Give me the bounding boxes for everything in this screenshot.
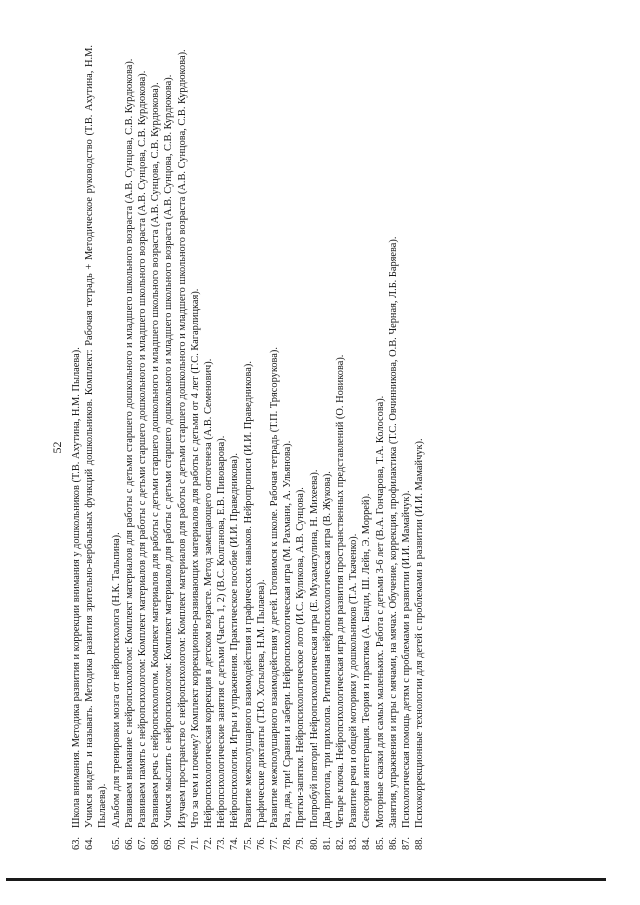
list-item-number: 81. <box>321 837 333 850</box>
list-item <box>413 45 426 850</box>
list-item <box>321 45 334 850</box>
list-item-number: 66. <box>123 837 135 850</box>
list-item <box>360 45 373 850</box>
list-item-number: 85. <box>374 837 386 850</box>
list-item-number: 73. <box>216 837 228 850</box>
list-item-text: Нейропсихология. Игры и упражнения. Практическое пособие (И.И. Праведникова). <box>229 453 241 828</box>
list-item-text: Школа внимания. Методика развития и коррекции внимания у дошкольников (Т.В. Ахутина, Н.М. Пылаева). <box>71 347 82 828</box>
list-item-number: 64. <box>84 837 96 850</box>
list-item <box>83 45 109 850</box>
list-item-number: 63. <box>71 837 82 850</box>
list-item-number: 87. <box>401 837 413 850</box>
list-item <box>136 45 149 850</box>
list-item <box>162 45 175 850</box>
list-item-number: 86. <box>387 837 399 850</box>
list-item-number: 74. <box>229 837 241 850</box>
list-item-number: 80. <box>308 837 320 850</box>
list-item-text: Психологическая помощь детям с проблемами в развитии (И.И. Мамайчук). <box>401 490 413 828</box>
list-item-number: 78. <box>282 837 294 850</box>
list-item <box>387 45 400 850</box>
list-item-text: Учимся видеть и называть. Методика развития зрительно-вербальных функций дошкольников. Комплект: Рабочая тетрадь + Методическое руководство (Т.В. Ахутина, Н.М. Пылаева). <box>84 45 109 828</box>
page-number: 52 <box>50 441 64 454</box>
list-item <box>268 45 281 850</box>
list-item-number: 72. <box>203 837 215 850</box>
list-item-text: Развитие межполушарного взаимодействия у детей. Готовимся к школе. Рабочая тетрадь (Т.П. Трясорукова). <box>269 347 281 828</box>
list-item-number: 71. <box>189 837 201 850</box>
list-item-text: Графические диктанты (Т.Ю. Хотылева, Н.М. Пылаева). <box>255 579 267 828</box>
list-item-number: 82. <box>335 837 347 850</box>
list-item-number: 88. <box>414 837 426 850</box>
list-item <box>308 45 321 850</box>
list-item <box>110 45 123 850</box>
list-item-text: Два притопа, три прихлопа. Ритмичная нейропсихологическая игра (В. Жукова). <box>321 471 333 828</box>
list-item-text: Прятки-запятки. Нейропсихологическое лото (И.С. Куликова, А.В. Сунцова). <box>295 487 307 828</box>
list-item-number: 67. <box>137 837 149 850</box>
list-item <box>374 45 387 850</box>
list-item-number: 65. <box>110 837 122 850</box>
list-item-text: Раз, два, три! Сравни и забери. Нейропсихологическая игра (М. Рахмани, А. Ульянова). <box>282 440 294 828</box>
list-item-text: Четыре ключа. Нейропсихологическая игра для развития пространственных представлений (О. Новикова). <box>335 354 347 828</box>
list-item-text: Развитие межполушарного взаимодействия и графических навыков. Нейропрописи (И.И. Праведникова). <box>242 361 254 828</box>
list-item <box>242 45 255 850</box>
list-item <box>176 45 189 850</box>
list-item-text: Нейропсихологическая коррекция в детском возрасте. Метод замещающего онтогенеза (А.В. Семенович). <box>203 358 215 828</box>
list-item <box>202 45 215 850</box>
list-item <box>294 45 307 850</box>
reference-list <box>70 45 426 850</box>
list-item-number: 79. <box>295 837 307 850</box>
list-item-text: Попробуй повтори! Нейропсихологическая игра (Е. Мухаматулина, Н. Михеева). <box>308 469 320 828</box>
list-item-number: 83. <box>348 837 360 850</box>
list-item-text: Развиваем речь с нейропсихологом. Комплект материалов для работы с детьми старшего дошкольного и младшего школьного возраста (А.В. Сунцова, С.В. Курдюкова). <box>150 82 162 828</box>
list-item <box>347 45 360 850</box>
list-item <box>215 45 228 850</box>
list-item-number: 77. <box>269 837 281 850</box>
list-item-text: Сенсорная интеграция. Теория и практика (А. Банди, Ш. Лейн, Э. Моррей). <box>361 493 373 828</box>
list-item-text: Развитие речи и общей моторики у дошкольников (Т.А. Ткаченко). <box>348 533 360 828</box>
list-item-text: Занятия, упражнения и игры с мячами, на мячах. Обучение, коррекция, профилактика (Т.С. Овчинникова, О.В. Черная, Л.Б. Баряева). <box>387 236 399 828</box>
list-item <box>281 45 294 850</box>
list-item <box>255 45 268 850</box>
list-item-number: 69. <box>163 837 175 850</box>
list-item-number: 76. <box>255 837 267 850</box>
list-item <box>149 45 162 850</box>
list-item-text: Что за чем и почему? Комплект коррекционно-развивающих материалов для работы с детьми от 4 лет (Г.С. Кагарлицкая). <box>189 288 201 828</box>
list-item <box>70 45 83 850</box>
list-item-number: 84. <box>361 837 373 850</box>
list-item-text: Нейропсихологические занятия с детьми (Часть 1, 2) (В.С. Колганова, Е.В. Пивоварова). <box>216 435 228 828</box>
list-item-text: Моторные сказки для самых маленьких. Работа с детьми 3-6 лет (В.А. Гончарова, Т.А. Колосова). <box>374 395 386 828</box>
page-edge-shadow <box>6 878 606 881</box>
list-item <box>123 45 136 850</box>
rotated-page-content <box>50 45 570 850</box>
list-item-text: Учимся мыслить с нейропсихологом: Комплект материалов для работы с детьми старшего дошкольного и младшего школьного возраста (А.В. Сунцова, С.В. Курдюкова). <box>163 74 175 828</box>
list-item-number: 68. <box>150 837 162 850</box>
list-item-number: 70. <box>176 837 188 850</box>
list-item <box>228 45 241 850</box>
list-item-text: Альбом для тренировки мозга от нейропсихолога (Н.К. Тальпина). <box>110 532 122 828</box>
list-item <box>334 45 347 850</box>
list-item <box>400 45 413 850</box>
list-item-text: Изучаем пространство с нейропсихологом: Комплект материалов для работы с детьми старшего дошкольного и младшего школьного возраста (А.В. Сунцова, С.В. Курдюкова). <box>176 49 188 828</box>
list-item-text: Психокоррекционные технологии для детей с проблемами в развитии (И.И. Мамайчук). <box>414 438 426 828</box>
list-item-number: 75. <box>242 837 254 850</box>
list-item <box>189 45 202 850</box>
list-item-text: Развиваем внимание с нейропсихологом: Комплект материалов для работы с детьми старшего дошкольного и младшего школьного возраста (А.В. Сунцова, С.В. Курдюкова). <box>123 58 135 828</box>
list-item-text: Развиваем память с нейропсихологом: Комплект материалов для работы с детьми старшего дошкольного и младшего школьного возраста (А.В. Сунцова, С.В. Курдюкова). <box>137 70 149 828</box>
